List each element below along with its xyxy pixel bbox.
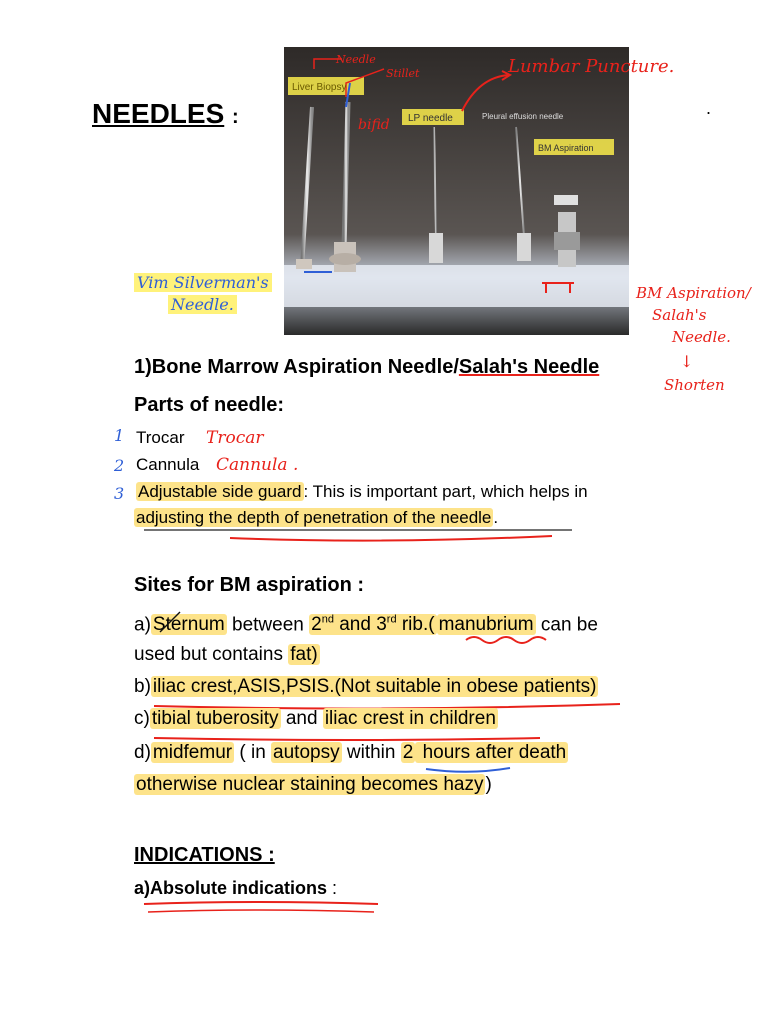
site-a-line2 xyxy=(134,638,320,671)
title-text: NEEDLES xyxy=(92,98,225,129)
site-d-line2 xyxy=(134,768,492,801)
site-a-rib2: 2 xyxy=(311,614,322,636)
site-b-highlight: iliac crest,ASIS,PSIS.(Not suitable in obese patients) xyxy=(152,676,597,697)
guard-underline xyxy=(140,524,580,546)
site-d-hours: hours after death xyxy=(417,742,567,763)
part-guard-end: . xyxy=(493,508,499,527)
site-c xyxy=(134,702,498,735)
page-title xyxy=(92,98,239,130)
part-guard xyxy=(136,482,696,502)
site-b xyxy=(134,670,598,703)
heading-bm-needle-b: Salah's Needle xyxy=(458,356,600,378)
part-trocar: Trocar xyxy=(136,428,185,447)
note-lumbar-puncture: Lumbar Puncture. xyxy=(508,56,675,77)
site-d-within: within xyxy=(341,742,401,763)
label-bm-aspiration: BM Aspiration xyxy=(538,143,594,153)
absolute-underline xyxy=(138,898,388,918)
needles-illustration xyxy=(284,47,629,335)
site-c-and: and xyxy=(280,708,323,729)
note-arrow-down: ↓ xyxy=(680,352,694,371)
stray-dot: . xyxy=(706,98,712,118)
part-num-1: 1 xyxy=(114,426,125,445)
site-a2-fat: fat) xyxy=(290,644,318,665)
title-colon: : xyxy=(232,106,239,128)
manubrium-squiggle xyxy=(460,632,570,650)
site-a-nd: nd xyxy=(321,614,334,626)
site-a-prefix: a) xyxy=(134,614,151,636)
site-a-rd: rd xyxy=(386,614,397,626)
site-a2-used: used but contains xyxy=(134,644,289,665)
heading-bm-needle xyxy=(134,356,599,379)
absolute-label: a)Absolute indications xyxy=(134,878,328,898)
site-c-iliac: iliac crest in children xyxy=(324,708,496,729)
note-cannula: Cannula . xyxy=(216,455,299,475)
note-bm-line3: Needle. xyxy=(672,328,731,346)
part-guard-line2-highlight: adjusting the depth of penetration of the needle xyxy=(136,508,492,527)
site-d-autopsy: autopsy xyxy=(273,742,340,763)
site-c-prefix: c) xyxy=(134,708,150,729)
site-a-between: between xyxy=(226,614,310,636)
note-vim-line2: Needle. xyxy=(168,295,237,314)
heading-indications: INDICATIONS : xyxy=(134,844,275,866)
heading-sites: Sites for BM aspiration : xyxy=(134,574,365,596)
needles-photo xyxy=(284,47,629,335)
note-vim-line1: Vim Silverman's xyxy=(134,273,272,292)
site-a-canbe: can be xyxy=(535,614,598,636)
note-bifid: bifid xyxy=(358,117,390,133)
site-a-manubrium: manubrium xyxy=(438,614,534,636)
site-d2-text: otherwise nuclear staining becomes hazy xyxy=(136,774,484,795)
site-a-rib: rib.( xyxy=(396,614,435,636)
part-num-2: 2 xyxy=(114,456,125,475)
note-stillet: Stillet xyxy=(386,67,420,80)
site-a-ribs xyxy=(309,614,436,635)
site-a-sternum: Sternum xyxy=(152,614,225,636)
heading-parts: Parts of needle: xyxy=(134,394,285,416)
note-bm-line2: Salah's xyxy=(652,306,707,324)
heading-bm-needle-a: 1)Bone Marrow Aspiration Needle/ xyxy=(134,356,459,378)
site-a-and: and 3 xyxy=(333,614,387,636)
note-bm-line1: BM Aspiration/ xyxy=(636,284,751,302)
label-pleural: Pleural effusion needle xyxy=(482,112,564,121)
site-d-prefix: d) xyxy=(134,742,151,763)
note-trocar: Trocar xyxy=(206,428,264,448)
site-d-midfemur: midfemur xyxy=(152,742,233,763)
site-d2-end: ) xyxy=(485,774,492,795)
site-d-2: 2 xyxy=(402,742,414,763)
part-guard-highlight: Adjustable side guard xyxy=(138,482,302,501)
site-c-tibial: tibial tuberosity xyxy=(151,708,279,729)
absolute-colon: : xyxy=(327,878,338,898)
note-bm-line4: Shorten xyxy=(664,376,725,394)
label-lp-needle: LP needle xyxy=(408,113,453,124)
absolute-indications xyxy=(134,878,337,899)
sternum-strike xyxy=(150,610,240,636)
label-liver-biopsy: Liver Biopsy xyxy=(292,82,347,93)
note-needle: Needle xyxy=(336,53,376,66)
part-num-3: 3 xyxy=(114,484,125,503)
site-d-in: ( in xyxy=(234,742,272,763)
site-b-prefix: b) xyxy=(134,676,151,697)
part-cannula: Cannula xyxy=(136,455,200,474)
part-guard-text: : This is important part, which helps in xyxy=(303,482,588,501)
